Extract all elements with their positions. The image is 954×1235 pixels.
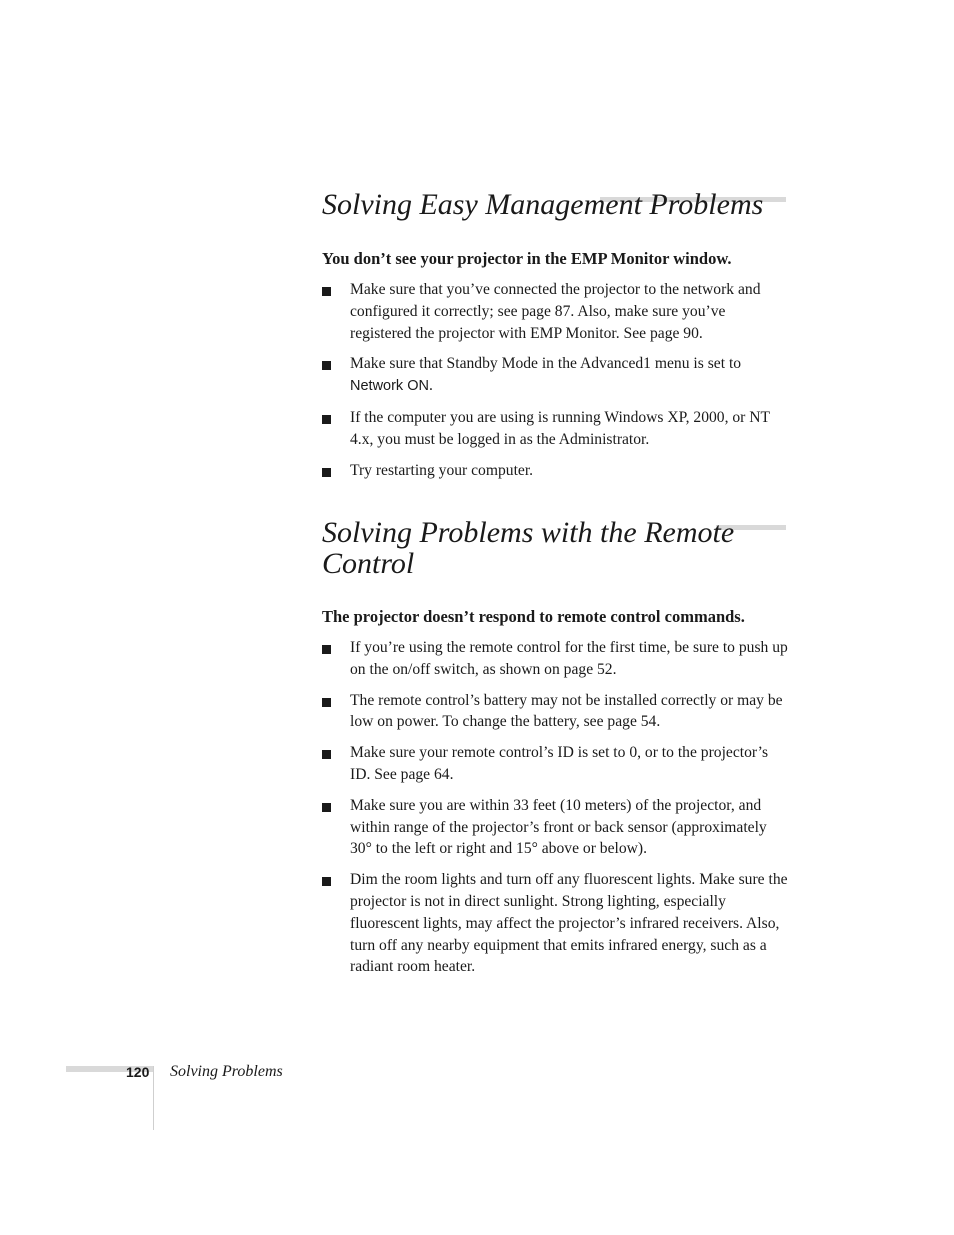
section-title: Solving Problems with the Remote Control: [322, 516, 735, 580]
list-item-text: Make sure you are within 33 feet (10 meters) of the projector, and within range of the projector’s front or back sensor (approximately 30° to the left or right and 15° above or below).: [350, 796, 767, 858]
list-item: [322, 795, 788, 860]
running-title: Solving Problems: [170, 1063, 283, 1080]
list-item: [322, 279, 788, 344]
list-item-text: Dim the room lights and turn off any fluorescent lights. Make sure the projector is not in direct sunlight. Strong lighting, especially fluorescent lights, may affect the projector’s infrared receivers. Also, turn off any nearby equipment that emits infrared energy, such as a radiant room heater.: [350, 871, 788, 976]
section-easy-management: [322, 189, 788, 481]
square-bullet-icon: [322, 287, 331, 296]
list-item: [322, 742, 788, 786]
square-bullet-icon: [322, 361, 331, 370]
list-item: [322, 407, 788, 451]
list-item-text: Make sure your remote control’s ID is set to 0, or to the projector’s ID. See page 64.: [350, 744, 769, 783]
problem-heading: The projector doesn’t respond to remote control commands.: [322, 607, 745, 626]
problem-heading: You don’t see your projector in the EMP Monitor window.: [322, 249, 732, 268]
list-item: [322, 690, 788, 734]
list-item-text: Try restarting your computer.: [350, 461, 534, 479]
setting-value: Network ON: [350, 378, 429, 395]
square-bullet-icon: [322, 750, 331, 759]
list-item: [322, 353, 788, 398]
page-number: 120: [126, 1064, 150, 1080]
list-item-text: Make sure that you’ve connected the projector to the network and configured it correctly; see page 87. Also, make sure you’ve registered the projector with EMP Monitor. See page 90.: [350, 281, 761, 342]
list-item: [322, 637, 788, 681]
list-item-text-end: .: [428, 377, 433, 395]
section-remote-control: [322, 517, 792, 978]
list-item-text: If the computer you are using is running Windows XP, 2000, or NT 4.x, you must be logged in as the Administrator.: [350, 408, 770, 448]
square-bullet-icon: [322, 877, 331, 886]
square-bullet-icon: [322, 468, 331, 477]
footer-divider: [153, 1066, 154, 1130]
list-item-text: If you’re using the remote control for the first time, be sure to push up on the on/off switch, as shown on page 52.: [350, 639, 788, 678]
section-title: Solving Easy Management Problems: [322, 188, 764, 221]
solution-list: [322, 637, 788, 978]
list-item: [322, 460, 788, 482]
list-item-text: The remote control’s battery may not be installed correctly or may be low on power. To change the battery, see page 54.: [350, 691, 783, 731]
square-bullet-icon: [322, 698, 331, 707]
list-item: [322, 869, 788, 978]
list-item-text: Make sure that Standby Mode in the Advanced1 menu is set to: [350, 355, 742, 373]
square-bullet-icon: [322, 803, 331, 812]
square-bullet-icon: [322, 415, 331, 424]
square-bullet-icon: [322, 645, 331, 654]
solution-list: [322, 279, 788, 481]
